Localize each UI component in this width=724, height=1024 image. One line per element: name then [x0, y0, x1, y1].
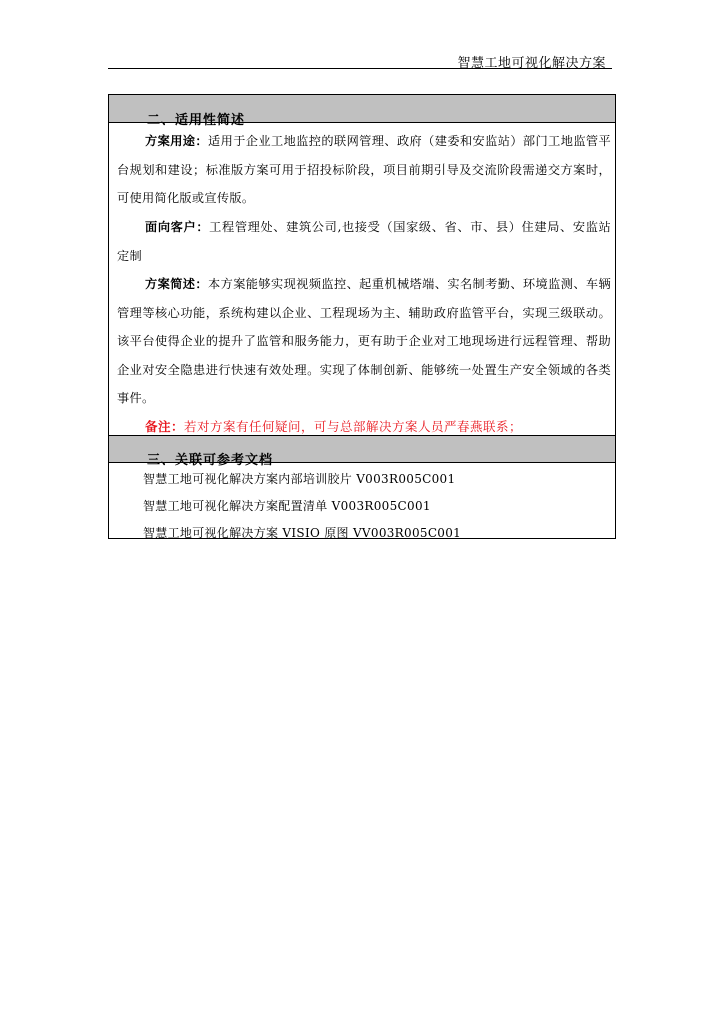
purpose-label: 方案用途：: [145, 134, 208, 148]
summary-label: 方案简述：: [145, 277, 208, 291]
header-divider: [108, 68, 612, 69]
note-line: [145, 417, 522, 435]
section-header-applicability: [109, 95, 615, 128]
document-header-title: 智慧工地可视化解决方案: [457, 56, 606, 71]
customers-paragraph: [117, 213, 611, 270]
summary-text: 本方案能够实现视频监控、起重机械塔端、实名制考勤、环境监测、车辆管理等核心功能，系统构建以企业、工程现场为主、辅助政府监管平台，实现三级联动。该平台使得企业的提升了监管和服务能力，更有助于企业对工地现场进行远程管理、帮助企业对安全隐患进行快速有效处理。实现了体制创新、能够统一处置生产安全领域的各类事件。: [117, 277, 612, 405]
section-header-references: [109, 435, 615, 468]
note-label: 备注：: [145, 419, 185, 434]
document-table: [108, 94, 616, 539]
reference-doc-item: 智慧工地可视化解决方案配置清单 V003R005C001: [143, 499, 431, 513]
summary-paragraph: [117, 270, 611, 413]
reference-doc-item: 智慧工地可视化解决方案 VISIO 原图 VV003R005C001: [143, 526, 462, 540]
purpose-paragraph: [117, 127, 611, 213]
customers-text: 工程管理处、建筑公司,也接受（国家级、省、市、县）住建局、安监站定制: [117, 220, 612, 263]
note-text: 若对方案有任何疑问，可与总部解决方案人员严春燕联系；: [184, 419, 523, 434]
purpose-text: 适用于企业工地监控的联网管理、政府（建委和安监站）部门工地监管平台规划和建设；标准版方案可用于招投标阶段，项目前期引导及交流阶段需递交方案时，可使用简化版或宣传版。: [117, 134, 612, 205]
section-heading: 三、关联可参考文档: [147, 453, 274, 468]
reference-doc-item: 智慧工地可视化解决方案内部培训胶片 V003R005C001: [143, 472, 456, 486]
section-heading: 二、适用性简述: [147, 113, 246, 128]
customers-label: 面向客户：: [145, 220, 210, 234]
